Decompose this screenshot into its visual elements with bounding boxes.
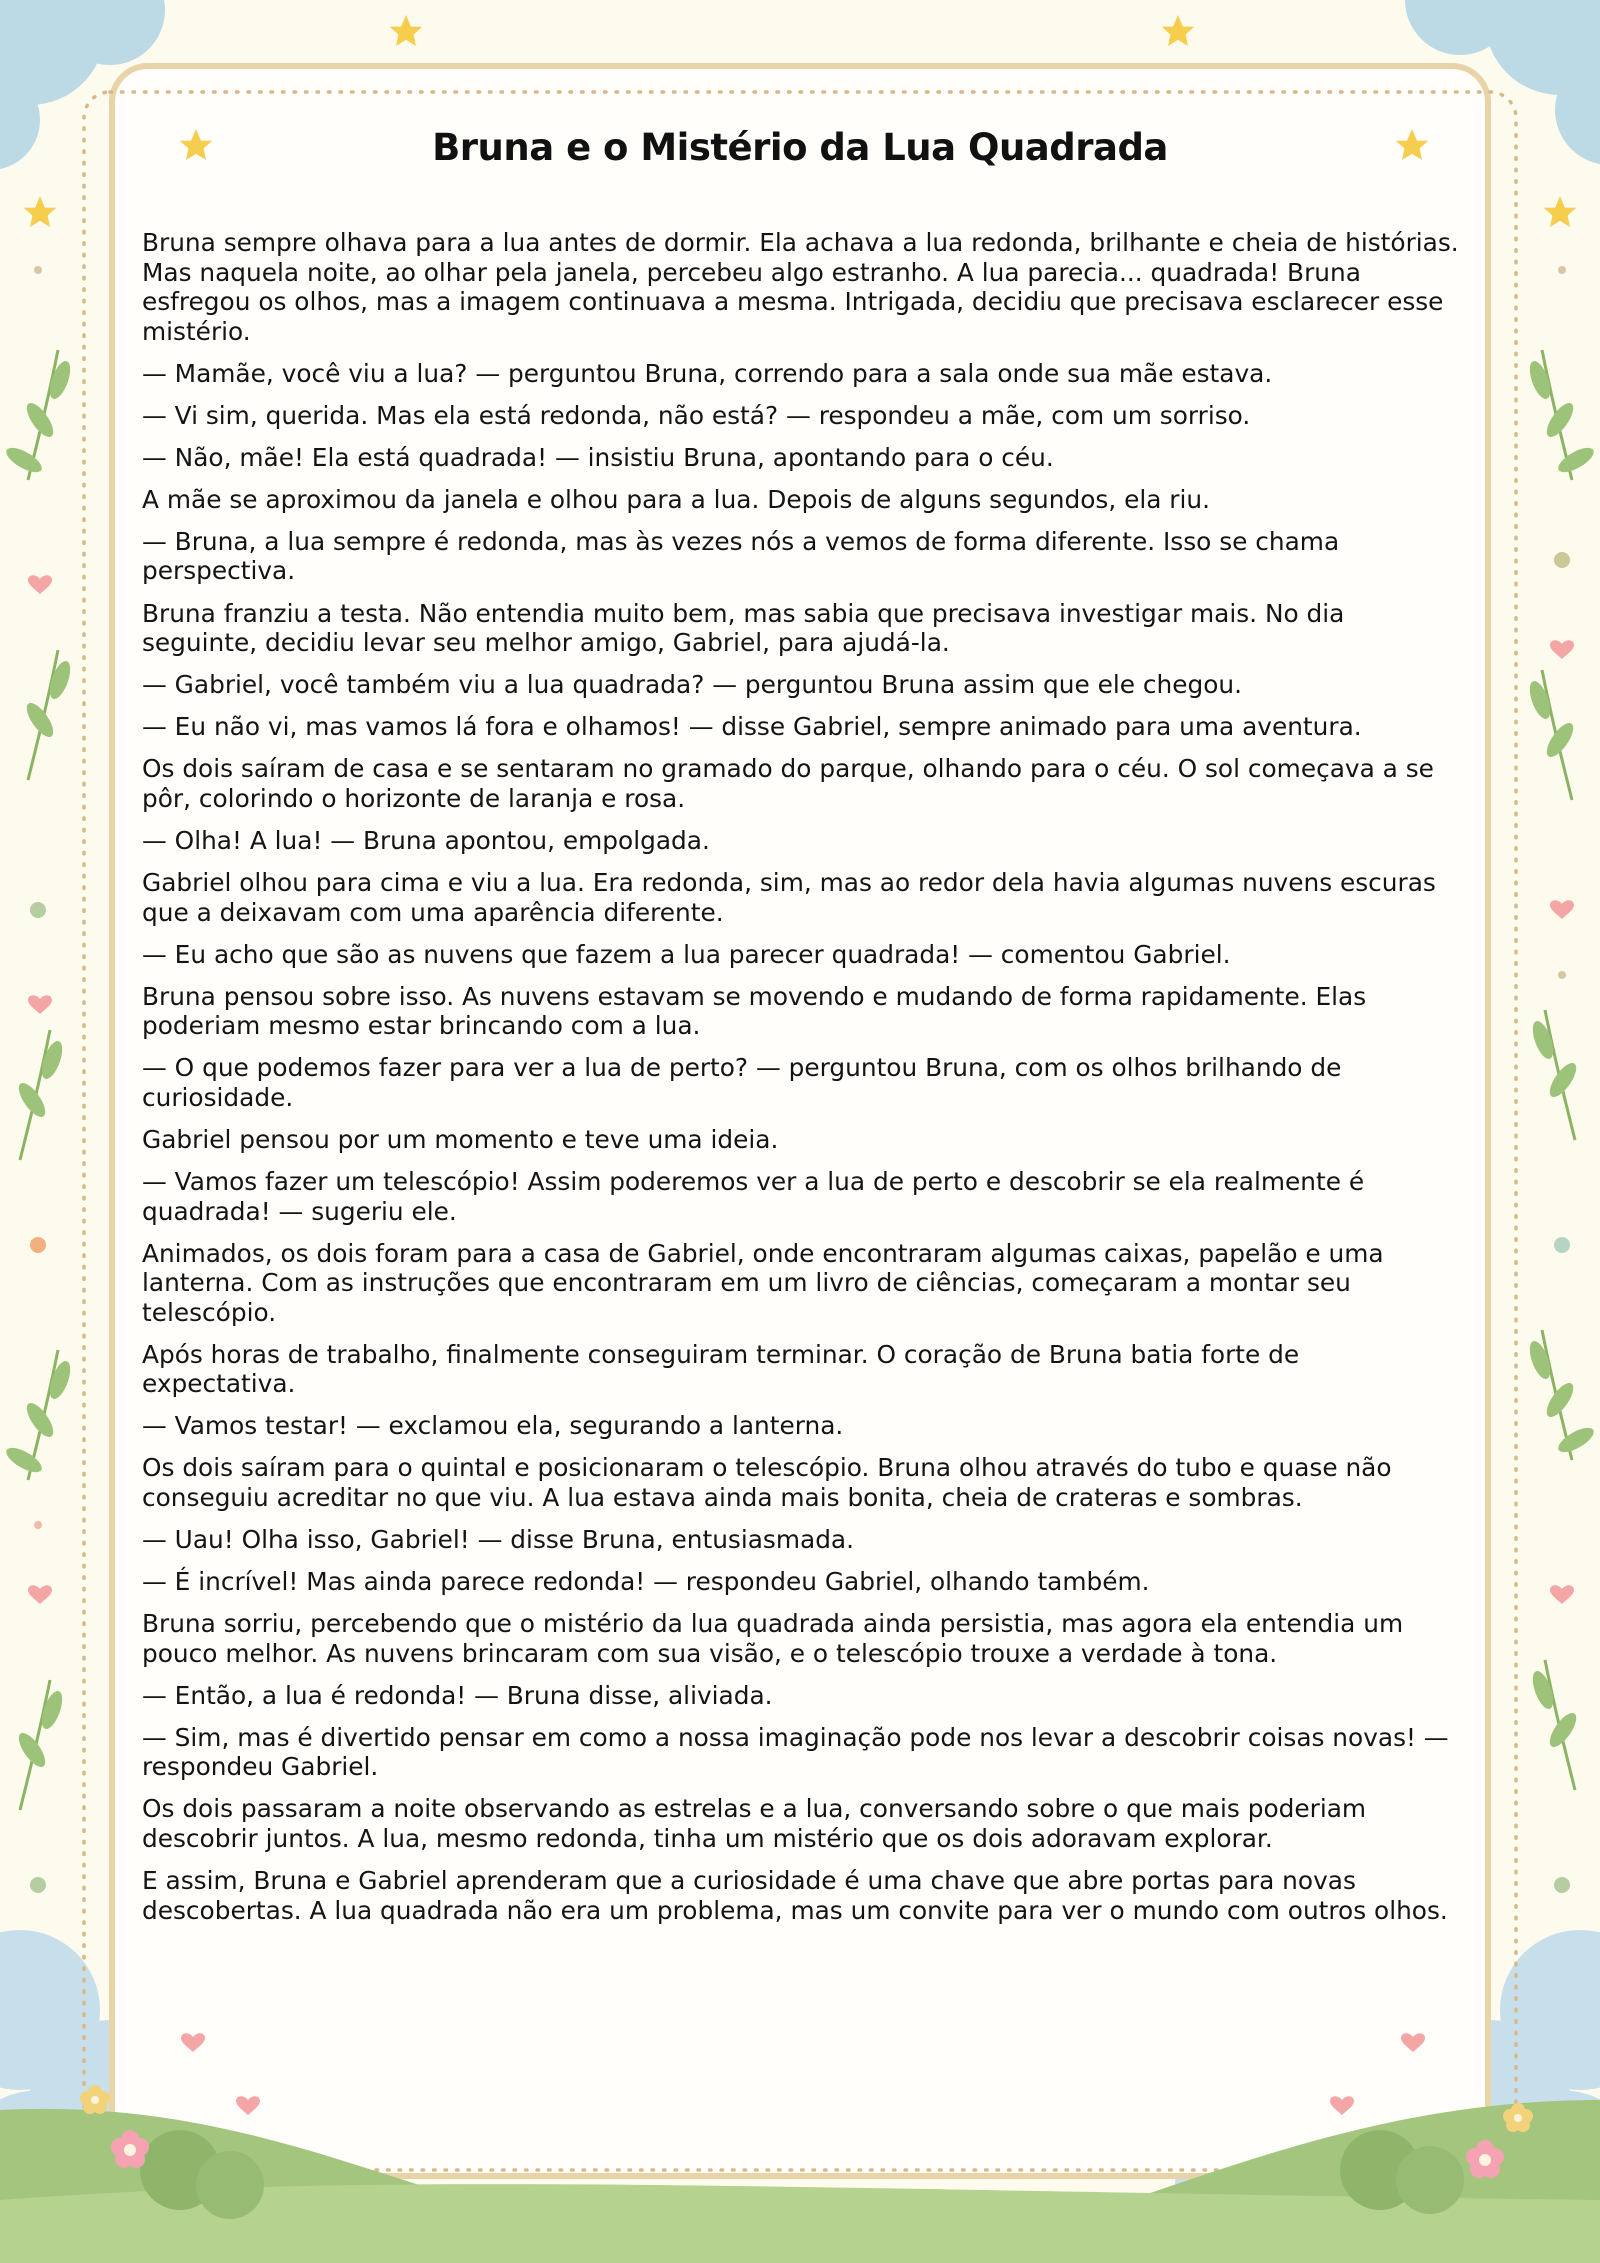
story-paragraph: Os dois passaram a noite observando as estrelas e a lua, conversando sobre o que mais poderiam descobrir juntos. A lua, mesmo redonda, tinha um mistério que os dois adoravam explorar.	[142, 1794, 1367, 1853]
story-paragraph: — Gabriel, você também viu a lua quadrada? — perguntou Bruna assim que ele chegou.	[142, 670, 1242, 700]
story-paragraph: — Sim, mas é divertido pensar em como a nossa imaginação pode nos levar a descobrir coisas novas! — respondeu Gabriel.	[142, 1722, 1449, 1782]
story-paragraph: — Mamãe, você viu a lua? — perguntou Bruna, correndo para a sala onde sua mãe estava.	[142, 358, 1273, 388]
story-paragraph: Bruna franziu a testa. Não entendia muito bem, mas sabia que precisava investigar mais. No dia seguinte, decidiu levar seu melhor amigo, Gabriel, para ajudá-la.	[142, 598, 1345, 658]
story-paragraph: — Eu não vi, mas vamos lá fora e olhamos! — disse Gabriel, sempre animado para uma aventura.	[142, 712, 1362, 742]
star-icon	[24, 196, 56, 227]
story-paragraph: Bruna sorriu, percebendo que o mistério da lua quadrada ainda persistia, mas agora ela entendia um pouco melhor. As nuvens brincaram com sua visão, e o telescópio trouxe a verdade à tona.	[142, 1609, 1404, 1668]
story-paragraph: — Vamos testar! — exclamou ela, segurando a lanterna.	[142, 1411, 844, 1441]
heart-icon	[28, 995, 52, 1014]
story-paragraph: — Eu acho que são as nuvens que fazem a lua parecer quadrada! — comentou Gabriel.	[142, 939, 1231, 969]
star-icon	[390, 15, 422, 46]
heart-icon	[28, 575, 52, 594]
story-paragraph: Animados, os dois foram para a casa de Gabriel, onde encontraram algumas caixas, papelão e uma lanterna. Com as instruções que encontraram em um livro de ciências, começaram a montar seu telescópio.	[142, 1238, 1384, 1327]
story-paragraph: Os dois saíram para o quintal e posicionaram o telescópio. Bruna olhou através do tubo e quase não conseguiu acreditar no que viu. A lua estava ainda mais bonita, cheia de crateras e sombras.	[142, 1453, 1392, 1512]
story-paragraph: Bruna sempre olhava para a lua antes de dormir. Ela achava a lua redonda, brilhante e cheia de histórias. Mas naquela noite, ao olhar pela janela, percebeu algo estranho. A lua parecia... quadrada! Bruna esfregou os olhos, mas a imagem continuava a mesma. Intrigada, decidiu que precisava esclarecer esse mistério.	[142, 228, 1459, 346]
story-paragraph: — É incrível! Mas ainda parece redonda! — respondeu Gabriel, olhando também.	[142, 1567, 1150, 1597]
story-paragraph: — Vamos fazer um telescópio! Assim poderemos ver a lua de perto e descobrir se ela realmente é quadrada! — sugeriu ele.	[142, 1167, 1365, 1226]
story-paragraph: — Uau! Olha isso, Gabriel! — disse Bruna, entusiasmada.	[142, 1524, 855, 1554]
story-title: Bruna e o Mistério da Lua Quadrada	[432, 126, 1168, 169]
story-paragraph: — Então, a lua é redonda! — Bruna disse, aliviada.	[142, 1680, 773, 1710]
heart-icon	[1550, 640, 1574, 659]
heart-icon	[28, 1585, 52, 1604]
heart-icon	[1550, 900, 1574, 919]
story-paragraph: Os dois saíram de casa e se sentaram no gramado do parque, olhando para o céu. O sol começava a se pôr, colorindo o horizonte de laranja e rosa.	[142, 754, 1434, 813]
story-paragraph: — O que podemos fazer para ver a lua de perto? — perguntou Bruna, com os olhos brilhando de curiosidade.	[142, 1053, 1342, 1112]
story-body	[142, 228, 1460, 1938]
story-paragraph: A mãe se aproximou da janela e olhou para a lua. Depois de alguns segundos, ela riu.	[142, 484, 1210, 514]
story-paragraph: Bruna pensou sobre isso. As nuvens estavam se movendo e mudando de forma rapidamente. Elas poderiam mesmo estar brincando com a lua.	[142, 981, 1367, 1041]
story-paragraph: Após horas de trabalho, finalmente conseguiram terminar. O coração de Bruna batia forte de expectativa.	[142, 1339, 1300, 1399]
story-paragraph: — Não, mãe! Ela está quadrada! — insistiu Bruna, apontando para o céu.	[142, 442, 1054, 472]
star-icon	[1544, 196, 1576, 227]
heart-icon	[1550, 1585, 1574, 1604]
story-paragraph: E assim, Bruna e Gabriel aprenderam que a curiosidade é uma chave que abre portas para novas descobertas. A lua quadrada não era um problema, mas um convite para ver o mundo com outros olhos.	[142, 1866, 1448, 1925]
story-paragraph: Gabriel pensou por um momento e teve uma ideia.	[142, 1124, 779, 1154]
star-icon	[1162, 15, 1194, 46]
story-paragraph: — Bruna, a lua sempre é redonda, mas às vezes nós a vemos de forma diferente. Isso se chama perspectiva.	[142, 526, 1340, 586]
story-paragraph: — Olha! A lua! — Bruna apontou, empolgada.	[142, 825, 710, 855]
story-paragraph: Gabriel olhou para cima e viu a lua. Era redonda, sim, mas ao redor dela havia algumas nuvens escuras que a deixavam com uma aparência diferente.	[142, 868, 1436, 927]
story-paragraph: — Vi sim, querida. Mas ela está redonda, não está? — respondeu a mãe, com um sorriso.	[142, 400, 1251, 430]
